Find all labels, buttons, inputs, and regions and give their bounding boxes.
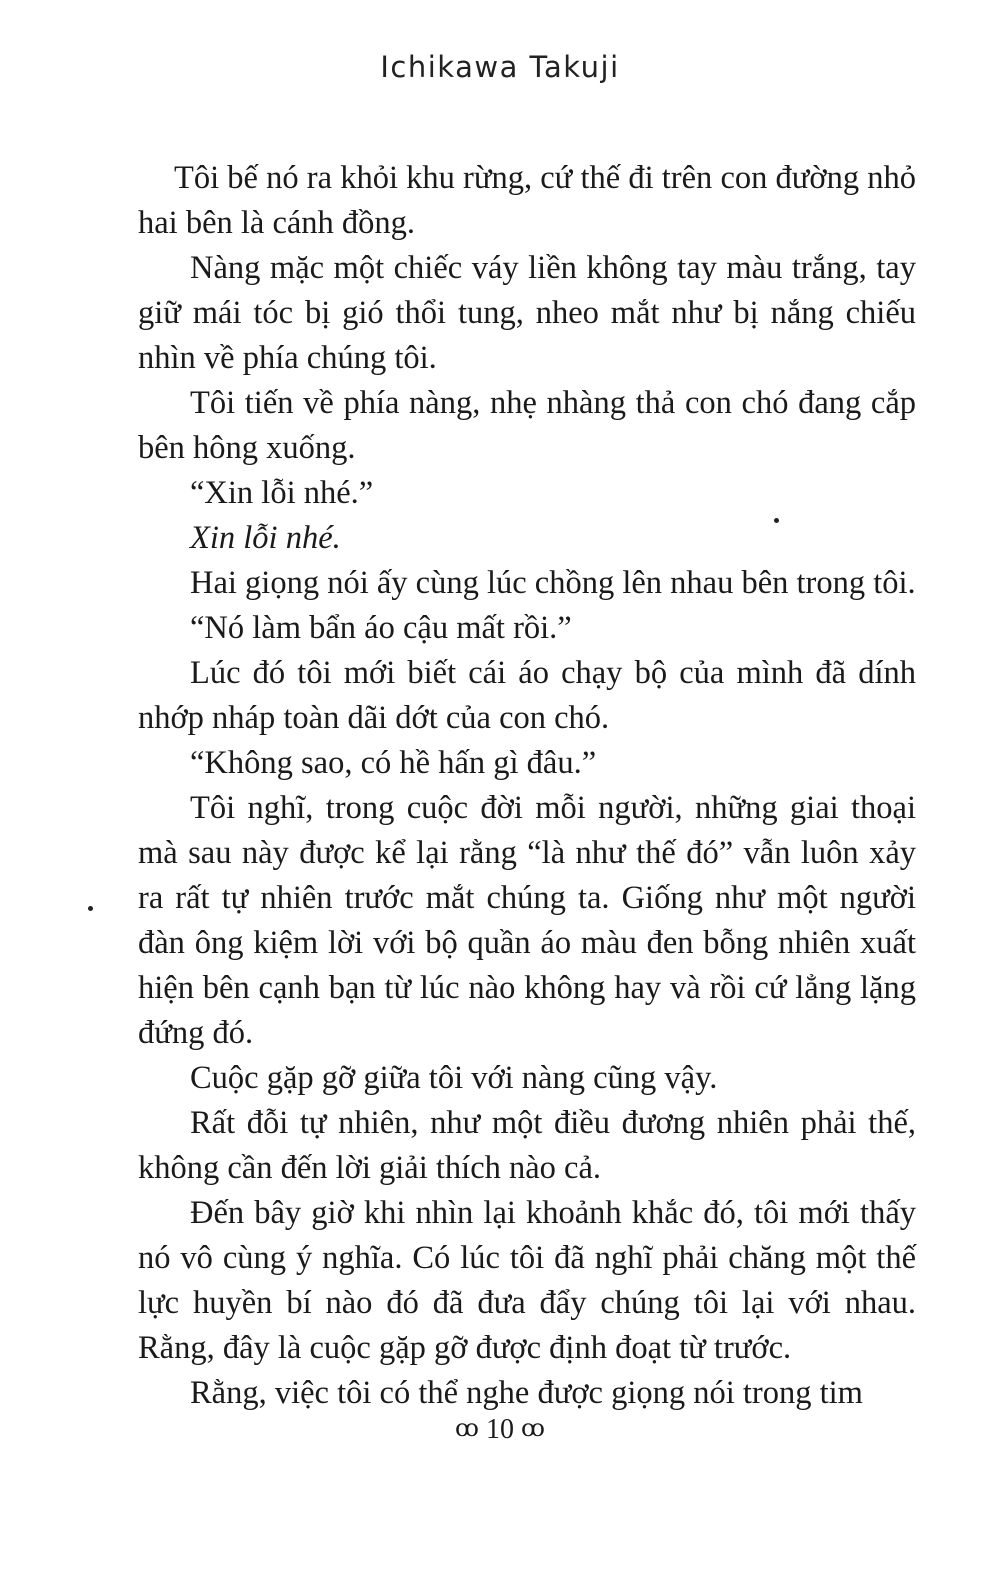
paragraph: Tôi nghĩ, trong cuộc đời mỗi người, những giai thoại mà sau này được kể lại rằng “là như thế đó” vẫn luôn xảy ra rất tự nhiên trước mắt chúng ta. Giống như một người đàn ông kiệm lời với bộ quần áo màu đen bỗng nhiên xuất hiện bên cạnh bạn từ lúc nào không hay và rồi cứ lẳng lặng đứng đó.	[138, 790, 916, 1051]
paragraph: Rằng, việc tôi có thể nghe được giọng nói trong tim	[190, 1375, 863, 1411]
paragraph: Nàng mặc một chiếc váy liền không tay màu trắng, tay giữ mái tóc bị gió thổi tung, nheo mắt như bị nắng chiếu nhìn về phía chúng tôi.	[138, 250, 916, 376]
ink-speck	[88, 906, 93, 911]
paragraph: “Nó làm bẩn áo cậu mất rồi.”	[190, 610, 572, 646]
paragraph-italic: Xin lỗi nhé.	[190, 520, 341, 556]
running-header: Ichikawa Takuji	[380, 50, 620, 84]
page-number: 10	[486, 1414, 514, 1445]
paragraph: Hai giọng nói ấy cùng lúc chồng lên nhau bên trong tôi.	[190, 565, 916, 601]
body-text	[138, 156, 916, 1416]
paragraph: Lúc đó tôi mới biết cái áo chạy bộ của mình đã dính nhớp nháp toàn dãi dớt của con chó.	[138, 655, 916, 736]
ink-speck	[774, 518, 779, 523]
ornament-right-icon: ꝏ	[521, 1416, 545, 1442]
paragraph: Rất đỗi tự nhiên, như một điều đương nhiên phải thế, không cần đến lời giải thích nào cả.	[138, 1105, 916, 1186]
paragraph: “Không sao, có hề hấn gì đâu.”	[190, 745, 597, 781]
paragraph: Đến bây giờ khi nhìn lại khoảnh khắc đó, tôi mới thấy nó vô cùng ý nghĩa. Có lúc tôi đã nghĩ phải chăng một thế lực huyền bí nào đó đã đưa đẩy chúng tôi lại với nhau. Rằng, đây là cuộc gặp gỡ được định đoạt từ trước.	[138, 1195, 916, 1366]
ornament-left-icon: ꝏ	[455, 1416, 479, 1442]
page-footer	[0, 1414, 1000, 1446]
paragraph: Cuộc gặp gỡ giữa tôi với nàng cũng vậy.	[190, 1060, 718, 1096]
paragraph: “Xin lỗi nhé.”	[190, 475, 374, 511]
paragraph: Tôi bế nó ra khỏi khu rừng, cứ thế đi trên con đường nhỏ hai bên là cánh đồng.	[138, 160, 916, 241]
paragraph: Tôi tiến về phía nàng, nhẹ nhàng thả con chó đang cắp bên hông xuống.	[138, 385, 916, 466]
